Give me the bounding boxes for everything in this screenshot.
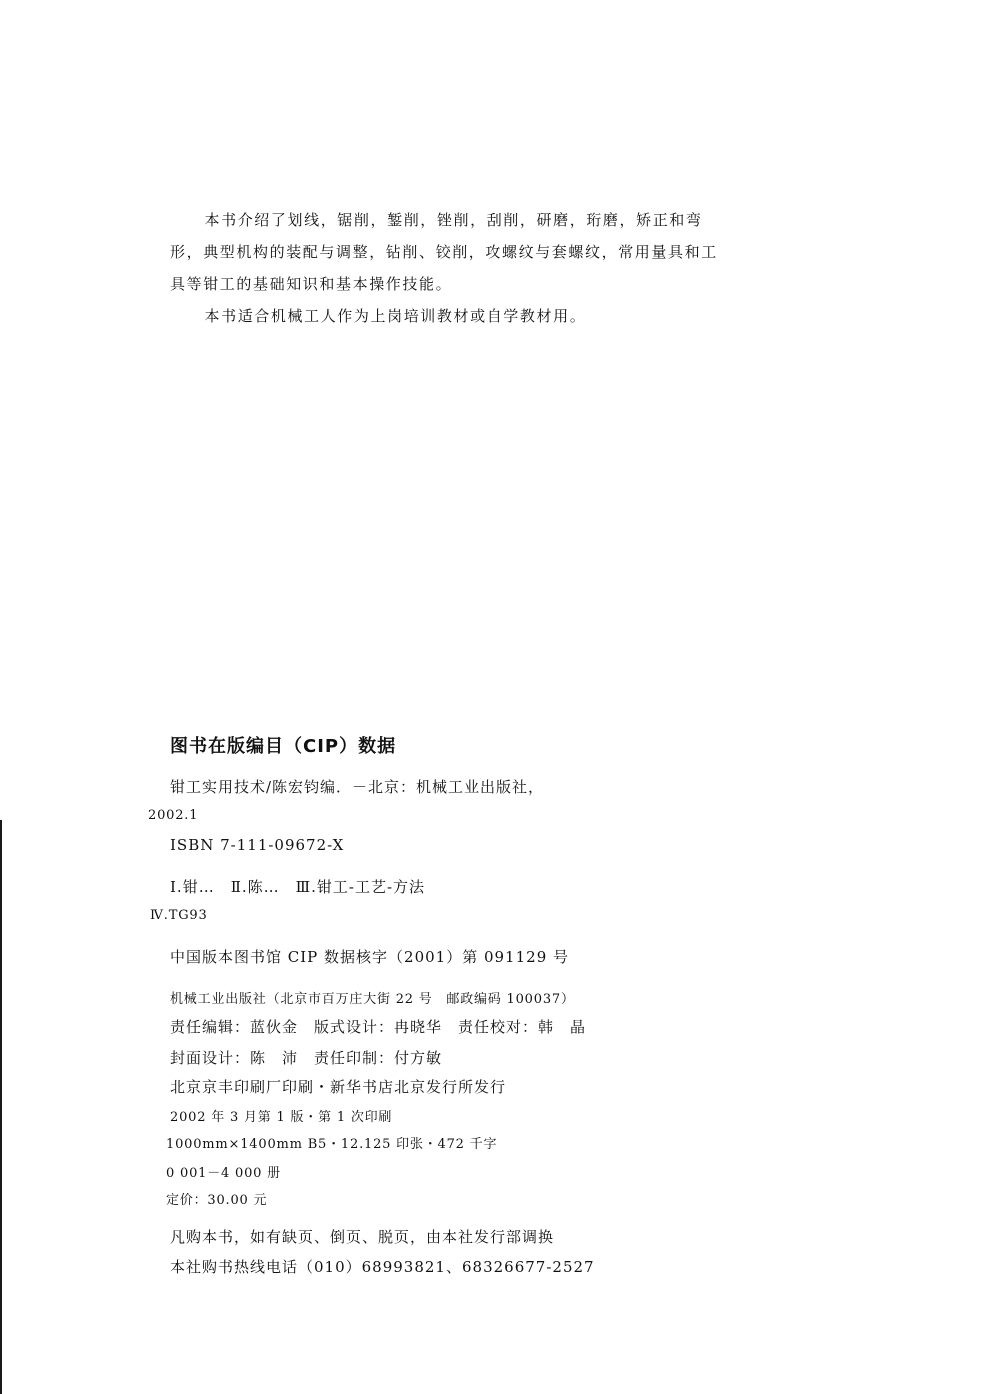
abstract-paragraph-audience: 本书适合机械工人作为上岗培训教材或自学教材用。 xyxy=(204,307,587,325)
cip-heading: 图书在版编目（CIP）数据 xyxy=(170,736,397,757)
print-run: 0 001－4 000 册 xyxy=(166,1166,281,1181)
editor-credits: 责任编辑：蓝伙金 版式设计：冉晓华 责任校对：韩 晶 xyxy=(170,1018,587,1036)
cip-entry-date: 2002.1 xyxy=(148,808,199,823)
price: 定价：30.00 元 xyxy=(166,1193,268,1208)
abstract-paragraph-content: 本书介绍了划线，锯削，錾削，锉削，刮削，研磨，珩磨，矫正和弯形，典型机构的装配与调整，钻削、铰削，攻螺纹与套螺纹，常用量具和工具等钳工的基础知识和基本操作技能。 xyxy=(170,211,718,293)
cip-verification-number: 中国版本图书馆 CIP 数据核字（2001）第 091129 号 xyxy=(170,948,570,966)
cip-entry-classification: Ⅳ.TG93 xyxy=(150,908,208,923)
page-edge-line xyxy=(0,820,2,1394)
designer-credits: 封面设计：陈 沛 责任印制：付方敏 xyxy=(170,1049,443,1067)
cip-entry-subjects: Ⅰ.钳… Ⅱ.陈… Ⅲ.钳工-工艺-方法 xyxy=(170,878,426,896)
cip-entry-title: 钳工实用技术/陈宏钧编．－北京：机械工业出版社， xyxy=(170,778,545,796)
edition-info: 2002 年 3 月第 1 版・第 1 次印刷 xyxy=(170,1110,393,1125)
purchase-hotline: 本社购书热线电话（010）68993821、68326677-2527 xyxy=(170,1258,595,1276)
cip-entry-isbn: ISBN 7-111-09672-X xyxy=(170,836,345,854)
publisher-address: 机械工业出版社（北京市百万庄大街 22 号 邮政编码 100037） xyxy=(170,992,575,1007)
format-info: 1000mm×1400mm B5・12.125 印张・472 千字 xyxy=(166,1137,498,1152)
book-abstract xyxy=(170,204,730,332)
printer-distributor: 北京京丰印刷厂印刷・新华书店北京发行所发行 xyxy=(170,1078,507,1096)
exchange-notice: 凡购本书，如有缺页、倒页、脱页，由本社发行部调换 xyxy=(170,1228,555,1246)
